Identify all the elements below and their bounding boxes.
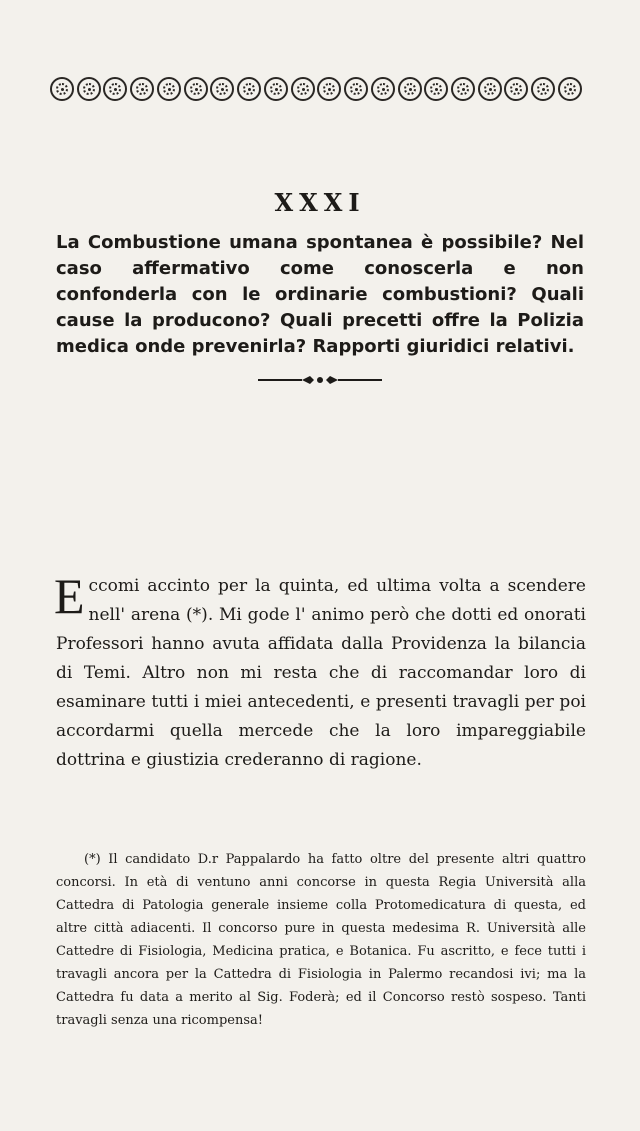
ornament-icon	[184, 77, 208, 101]
ornament-icon	[237, 77, 261, 101]
ornament-icon	[291, 77, 315, 101]
body-text: ccomi accinto per la quinta, ed ultima volta a scendere nell' arena (*). Mi gode l' animo però che dotti ed onorati Professori hanno avuta affidata dalla Providenza la bilancia di Temi. Altro non mi resta che di raccomandar loro di esaminare tutti i miei antecedenti, e presenti travagli per poi accordarmi quella mercede che la loro impareggiabile dottrina e giustizia crederanno di ragione.	[56, 576, 586, 770]
ornament-icon	[157, 77, 181, 101]
ornament-icon	[398, 77, 422, 101]
drop-cap: E	[54, 568, 85, 624]
ornament-icon	[371, 77, 395, 101]
ornament-icon	[344, 77, 368, 101]
ornament-icon	[451, 77, 475, 101]
ornament-icon	[504, 77, 528, 101]
ornament-icon	[558, 77, 582, 101]
ornament-icon	[210, 77, 234, 101]
ornament-icon	[103, 77, 127, 101]
ornament-icon	[531, 77, 555, 101]
ornament-icon	[478, 77, 502, 101]
ornament-icon	[50, 77, 74, 101]
decorative-ornament-band	[50, 74, 582, 104]
chapter-heading: La Combustione umana spontanea è possibile? Nel caso affermativo come conoscerla e non confonderla con le ordinarie combustioni? Quali cause la producono? Quali precetti offre la Polizia medica onde prevenirla? Rapporti giuridici relativi.	[56, 232, 584, 357]
ornament-icon	[130, 77, 154, 101]
body-paragraph	[54, 568, 586, 775]
ornament-icon	[264, 77, 288, 101]
ornament-icon	[317, 77, 341, 101]
footnote: (*) Il candidato D.r Pappalardo ha fatto oltre del presente altri quattro concorsi. In età di ventuno anni concorse in questa Regia Università alla Cattedra di Patologia generale insieme colla Protomedicatura di questa, ed altre città adiacenti. Il concorso pure in questa medesima R. Università alle Cattedre di Fisiologia, Medicina pratica, e Botanica. Fu ascritto, e fece tutti i travagli ancora per la Cattedra di Fisiologia in Palermo recandosi ivi; ma la Cattedra fu data a merito al Sig. Foderà; ed il Concorso restò sospeso. Tanti travagli senza una ricompensa!	[56, 852, 586, 1028]
ornament-icon	[424, 77, 448, 101]
section-number: XXXI	[274, 188, 366, 217]
ornament-icon	[77, 77, 101, 101]
divider-flourish-icon	[258, 374, 382, 386]
